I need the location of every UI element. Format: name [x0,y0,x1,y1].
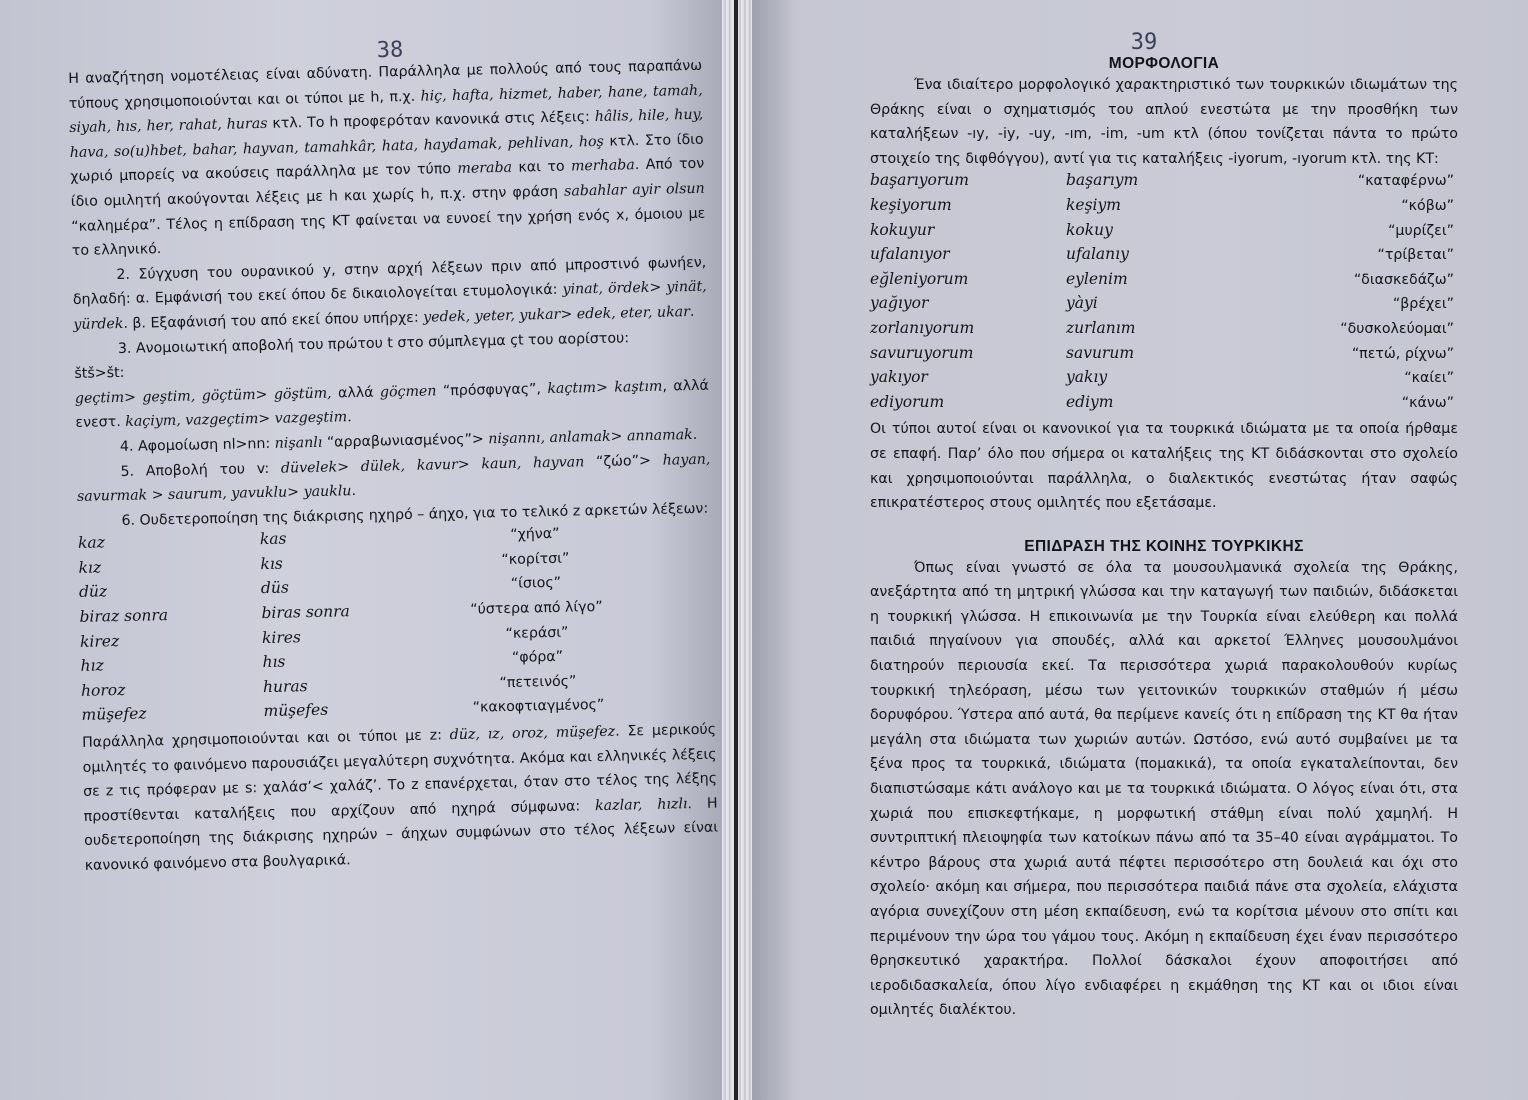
gloss: “κόβω” [1401,197,1454,214]
gloss: “κορίτσι” [501,550,570,568]
paragraph: Οι τύποι αυτοί είναι οι κανονικοί για τα τουρκικά ιδιώματα με τα οποία ήρθαμε σε επαφή. Παρ’ όλο που σήμερα οι καταλήξεις της ΚΤ διδάσκονται στο σχολείο και χρησιμοποιούνται παράλληλα, ο διαλεκτικός ενεστώτας ήταν σαφώς επικρατέστερος στους ομιλητές που εξετάσαμε. [870,421,1458,512]
standard-form: düz [78,582,108,602]
text-run: Παράλληλα χρησιμοποιούνται και οι τύποι με z: [81,727,450,751]
word-table [78,521,716,731]
word-row [870,171,1458,196]
dialect-form: yakıy [1066,368,1108,387]
gloss: “χήνα” [510,526,560,544]
text-run: . Η ουδετεροποίηση της διάκρισης ηχηρών – άηχων συμφώνων στο τέλος λέξεων είναι κανονικό φαινόμενο στα βουλγαρικά. [84,795,719,874]
word-row [870,196,1458,221]
italic-term: hâlis, hile, huy, hava, so(u)hbet, bahar, hayvan, tamahkâr, hata, haydamak, pehlivan, hoş [69,106,704,161]
standard-form: ediyorum [870,392,945,411]
word-row [870,393,1458,418]
paragraph [68,54,706,264]
gloss: “καταφέρνω” [1357,173,1454,190]
section-heading: ΕΠΙΔΡΑΣΗ ΤΗΣ ΚΟΙΝΗΣ ΤΟΥΡΚΙΚΗΣ [1024,537,1304,555]
text-run: 5. Αποβολή του v: [120,460,282,480]
gloss: “καίει” [1404,370,1454,387]
page-number: 38 [376,37,404,64]
standard-form: ufalanıyor [870,245,950,264]
dialect-form: zurlanım [1066,318,1136,337]
standard-form: biraz sonra [79,606,169,626]
standard-form: eğleniyorum [870,269,969,288]
text-run: . [689,303,695,320]
italic-term: nişanlı [274,434,323,452]
paragraph: Όπως είναι γνωστό σε όλα τα μουσουλμανικά σχολεία της Θράκης, ανεξάρτητα από τη μητρική γλώσσα και την καταγωγή των παιδιών, διδάσκεται η τουρκική γλώσσα. Η επικοινωνία με την Τουρκία είναι ελεύθερη και πολλά παιδιά πηγαίνουν για σπουδές, αλλά και αρκετοί Έλληνες μουσουλμάνοι διατηρούν περιουσία εκεί. Τα περισσότερα χωριά παρακολουθούν κυρίως τουρκική τηλεόραση, μέσω των γειτονικών τουρκικών σταθμών ή μέσω δορυφόρου. Ύστερα από αυτά, θα περίμενε κανείς ότι η επίδραση της ΚΤ θα ήταν μεγάλη στα ιδιώματα των χωριών αυτών. Ωστόσο, ενώ αυτό συμβαίνει με τα ξένα προς τα τουρκικά, ιδιώματα (πομακικά), τα οποία εγκαταλείπονται, δεν διαπιστώσαμε κάτι ανάλογο και με τα τουρκικά ιδιώματα. Ο λόγος είναι ότι, στα χωριά που επισκεφτήκαμε, η μορφωτική στάθμη είναι πολύ χαμηλή. Η συντριπτική πλειοψηφία των κατοίκων πάνω από τα 35–40 είναι αγράμματοι. Το κέντρο βάρους στα χωριά αυτά πέφτει περισσότερο στη δουλειά και όχι στο σχολείο· ακόμη και σήμερα, που περισσότερα παιδιά πάνε στα σχολεία, ελάχιστα αγόρια συνεχίζουν στη μέση εκπαίδευση, ενώ τα κορίτσια μένουν στο σπίτι και περιμένουν την ώρα του γάμου τους. Ακόμη η εκπαίδευση έχει έναν περισσότερο θρησκευτικό χαρακτήρα. Πολλοί δάσκαλοι έχουν αποφοιτήσει από ιεροδιδασκαλεία, όπου λίγο ενδιαφέρει η εκμάθηση της ΚΤ και οι ιδιοι είναι ομιλητές διαλέκτου. [870,559,1458,1019]
text-run: . Σε μερικούς ομιλητές το φαινόμενο παρουσιάζει μεγαλύτερη συχνότητα. Ακόμα και ελληνικές λέξεις σε z τις πρόφεραν με s: χαλάσ’< χαλάζ’. Το z επανέρχεται, όταν στο τέλος της λέξης προστίθενται καταλήξεις που αρχίζουν από ηχηρά σύμφωνα: [82,721,718,825]
text-run: “πρόσφυγας”, [436,380,548,400]
italic-term: göçmen [379,383,437,401]
italic-term: sabahlar ayir olsun [563,180,705,200]
text-run: . [351,483,357,500]
text-run: “ζώο”> [584,452,663,470]
section-heading: ΜΟΡΦΟΛΟΓΙΑ [1108,55,1220,72]
dialect-form: biras sonra [261,602,350,623]
standard-form: başarıyorum [870,171,969,190]
text-run: Η αναζήτηση νομοτέλειας είναι αδύνατη. Παράλληλα με πολλούς από τους παραπάνω τύπους χρησιμοποιούνται και οι τύποι με h, π.χ. [68,57,703,112]
dialect-form: keşiym [1066,195,1121,214]
text-run: . Από τον ίδιο ομιλητή ακούγονται λέξεις με h και χωρίς h, π.χ. στην φράση [70,156,705,210]
gloss: “κεράσι” [505,624,569,642]
standard-form: keşiyorum [870,195,952,214]
italic-term: yinat, ördek> yinät, yürdek [73,279,707,333]
dialect-form: huras [262,676,308,696]
standard-form: kaz [77,533,105,553]
paragraph: 3. Ανομοιωτική αποβολή του πρώτου t στο σύμπλεγμα çt του αορίστου: [117,329,630,357]
standard-form: yağıyor [870,294,929,313]
gloss: “διασκεδάζω” [1353,271,1454,288]
dialect-form: kires [261,627,302,647]
italic-term: düvelek> dülek, kavur> kaun, hayvan [280,453,585,477]
italic-term: hiç, hafta, hizmet, haber, hane, tamah, siyah, hıs, her, rahat, huras [69,82,703,137]
standard-form: zorlanıyorum [870,318,975,337]
gloss: “κάνω” [1401,394,1454,411]
gloss: “βρέχει” [1392,296,1454,313]
gloss: “πετώ, ρίχνω” [1351,345,1454,362]
standard-form: kirez [79,631,120,651]
gloss: “ίσιος” [510,575,562,593]
italic-term: kazlar, hızlı [594,796,688,814]
text-run: . [692,426,698,443]
text-run: 4. Αφομοίωση nl>nn: [119,435,275,455]
paragraph: Ένα ιδιαίτερο μορφολογικό χαρακτηριστικό των τουρκικών ιδιωμάτων της Θράκης είναι ο σχηματισμός του απλού ενεστώτα με την προσθήκη των καταλήξεων -ıy, -iy, -uy, -ım, -im, -um κτλ (όπου τονίζεται πάντα το πρώτο στοιχείο της διφθόγγου), αντί για τις καταλήξεις -iyorum, -ıyorum κτλ. της ΚΤ: [870,77,1458,167]
word-table [870,171,1458,417]
dialect-form: kıs [260,554,283,573]
rule-text: štš>št: [74,365,125,383]
gloss: “μυρίζει” [1388,222,1454,239]
text-run: αλλά [331,384,381,402]
italic-term: geçtim> geştim, göçtüm> göştüm, [74,385,332,407]
text-run: και το [511,158,572,177]
text-run: κτλ. Το h προφερόταν κανονικά στις λέξεις: [267,109,595,133]
left-page-body [68,54,719,879]
page-number: 39 [1130,30,1158,55]
standard-form: müşefez [81,704,147,725]
page-edges [722,0,752,1100]
standard-form: kokuyur [870,220,935,239]
text-run: “καλημέρα”. Τέλος η επίδραση της ΚΤ φαίνεται να ευνοεί την χρήση ενός x, όμοιου με το ελληνικό. [71,205,706,260]
gloss: “ύστερα από λίγο” [470,598,603,618]
word-row [870,344,1458,369]
word-row [870,368,1458,393]
dialect-form: hıs [262,652,286,672]
dialect-form: başarıym [1066,171,1139,190]
dialect-form: ufalanıy [1066,245,1129,264]
gloss: “φόρα” [511,649,564,667]
standard-form: yakıyor [870,368,928,387]
dialect-form: kas [259,529,287,549]
text-run: , αλλά ενεστ. [75,377,709,432]
italic-term: kaçtım> kaştım [547,378,663,397]
gloss: “πετεινός” [499,673,577,691]
word-row [870,245,1458,270]
paragraph [72,250,707,337]
standard-form: horoz [80,680,126,700]
italic-term: yedek, yeter, yukar> edek, eter, ukar [422,303,691,326]
dialect-form: savurum [1066,343,1135,362]
paragraph: 6. Ουδετεροποίηση της διάκρισης ηχηρό – άηχο, για το τελικό z αρκετών λέξεων: [121,500,709,529]
italic-term: nişannı, anlamak> annamak [488,426,693,448]
italic-term: düz, ız, oroz, müşefez [449,723,616,744]
italic-term: merhaba [570,157,635,175]
dialect-form: düs [260,578,290,598]
text-run: . β. Εξαφάνισή του από εκεί όπου υπήρχε: [123,309,424,332]
italic-term: kaçiym, vazgeçtim> vazgeştim. [125,409,352,431]
dialect-form: müşefes [263,701,329,721]
text-run: 2. Σύγχυση του ουρανικού y, στην αρχή λέξεων πριν από μπροστινό φωνήεν, δηλαδή: α. Εμφάνισή του εκεί όπου δε δικαιολογείται ετυμολογικά: [72,254,707,309]
word-row [870,319,1458,344]
paragraph [82,718,719,879]
word-row [870,221,1458,246]
dialect-form: ediym [1066,392,1114,411]
word-row [870,270,1458,295]
gloss: “τρίβεται” [1377,247,1454,264]
dialect-form: yàyi [1066,294,1098,313]
standard-form: hız [80,656,104,676]
dialect-form: eylenim [1066,269,1128,288]
text-run: “αρραβωνιασμένος”> [322,431,489,451]
left-page [0,0,722,1100]
text-run: κτλ. Στο ίδιο χωριό μπορείς να ακούσεις παράλληλα με τον τύπο [70,131,704,186]
right-page [752,0,1528,1100]
standard-form: kız [78,558,102,577]
gloss: “δυσκολεύομαι” [1340,320,1454,337]
italic-term: meraba [457,160,513,178]
italic-term: hayan, savurmak > saurum, yavuklu> yauklu [76,451,711,505]
dialect-form: kokuy [1066,220,1113,239]
gloss: “κακοφτιαγμένος” [472,697,605,717]
standard-form: savuruyorum [870,343,974,362]
word-row [870,294,1458,319]
